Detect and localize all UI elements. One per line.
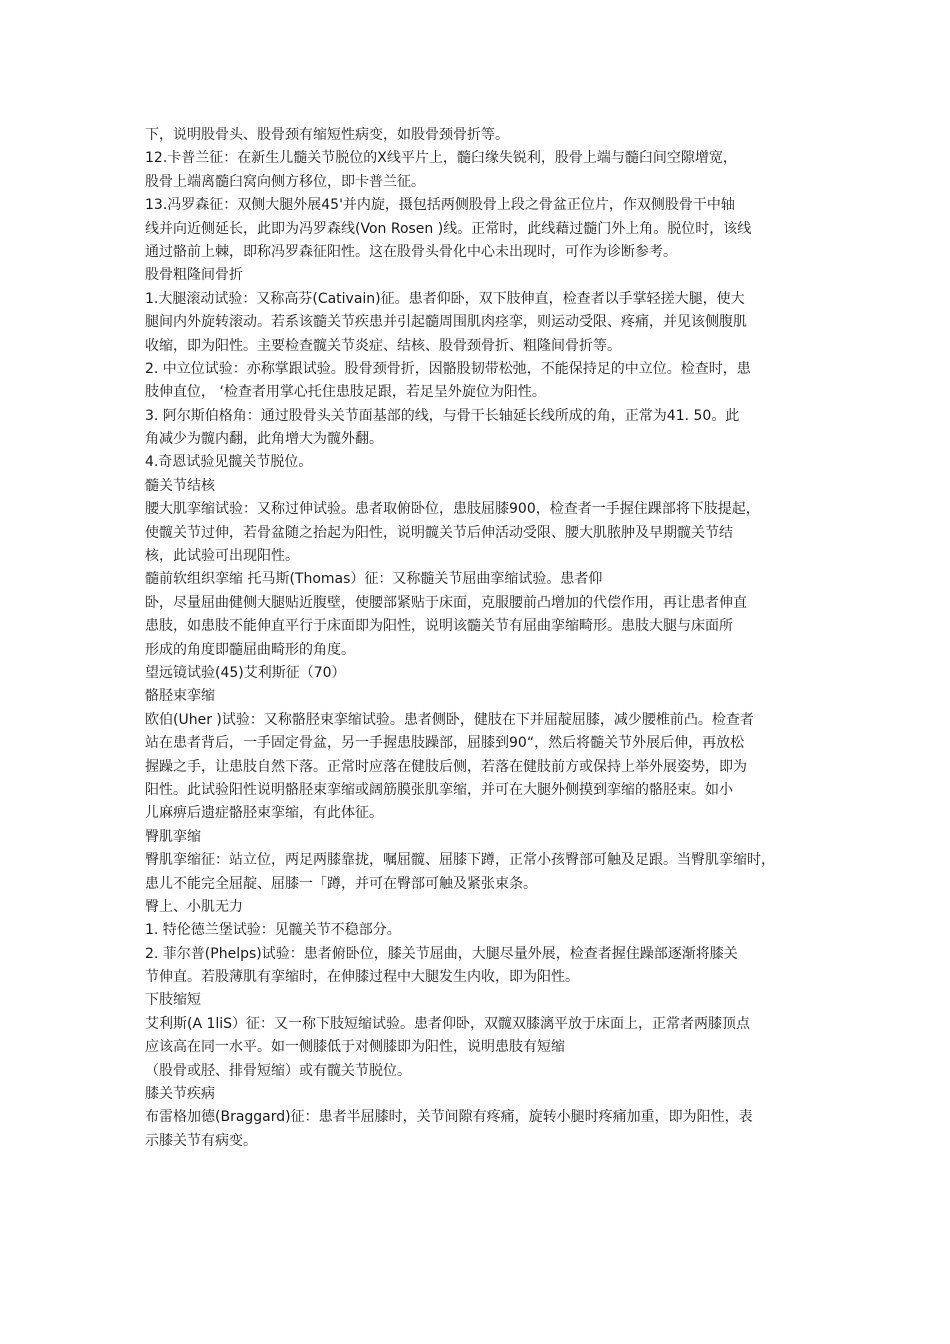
text-line: 臀上、小肌无力 [145, 898, 243, 915]
text-line: 腿间内外旋转滚动。若系该髓关节疾患并引起髓周围肌肉痉挛，则运动受限、疼痛，并见该侧腹肌 [145, 314, 747, 331]
text-line: 股骨粗隆间骨折 [145, 267, 243, 284]
text-line: 髓关节结核 [145, 477, 215, 494]
document-body [145, 124, 811, 1153]
text-line: 应该高在同一水平。如一侧膝低于对侧膝即为阳性，说明患肢有短缩 [145, 1039, 565, 1056]
text-line: 线并向近侧延长，此即为冯罗森线(Von Rosen )线。正常时，此线藉过髓门外上角。脱位时，该线 [145, 220, 752, 237]
text-line: 3. 阿尔斯伯格角：通过股骨头关节面基部的线，与骨干长轴延长线所成的角，正常为41. 50。此 [145, 407, 740, 424]
text-line: 通过骼前上棘，即称冯罗森征阳性。这在股骨头骨化中心未出现时，可作为诊断参考。 [145, 243, 677, 260]
text-line: 示膝关节有病变。 [145, 1132, 257, 1149]
text-line: 卧，尽量屈曲健侧大腿贴近腹壁，使腰部紧贴于床面，克服腰前凸增加的代偿作用，再让患者伸直 [145, 594, 747, 611]
text-line: 艾利斯(A 1liS）征：又一称下肢短缩试验。患者仰卧，双髋双膝漓平放于床面上，正常者两膝顶点 [145, 1015, 751, 1032]
text-line: 站在患者背后，一手固定骨盆，另一手握患肢躁部，屈膝到90“，然后将髓关节外展后伸，再放松 [145, 735, 745, 752]
text-line: 欧伯(Uher )试验：又称骼胫束挛缩试验。患者侧卧，健肢在下并屈靛屈膝，减少腰椎前凸。检查者 [145, 711, 754, 728]
text-line: 下肢缩短 [145, 992, 201, 1009]
text-line: 阳性。此试验阳性说明骼胫束挛缩或阔筋膜张肌挛缩，并可在大腿外侧摸到挛缩的骼胫束。如小 [145, 781, 733, 798]
text-line: 使髋关节过伸，若骨盆随之抬起为阳性，说明髋关节后伸活动受限、腰大肌脓肿及早期髋关节结 [145, 524, 733, 541]
text-line: （股骨或胫、排骨短缩）或有髋关节脱位。 [145, 1062, 411, 1079]
text-line: 患儿不能完全屈靛、屈膝一「蹲，并可在臀部可触及紧张束条。 [145, 875, 537, 892]
text-line: 布雷格加德(Braggard)征：患者半屈膝时，关节间隙有疼痛，旋转小腿时疼痛加重，即为阳性，表 [145, 1109, 753, 1126]
text-line: 臀肌挛缩征：站立位，两足两膝靠拢，嘱屈髋、屈膝下蹲，正常小孩臀部可触及足跟。当臀肌挛缩时， [145, 852, 775, 869]
text-line: 下，说明股骨头、股骨颈有缩短性病变，如股骨颈骨折等。 [145, 127, 509, 143]
text-line: 握躁之手，让患肢自然下落。正常时应落在健肢后侧，若落在健肢前方或保持上举外展姿势，即为 [145, 758, 747, 775]
text-line: 膝关节疾病 [145, 1086, 215, 1103]
text-line: 12.卡普兰征：在新生儿髓关节脱位的X线平片上，髓臼缘失锐利，股骨上端与髓臼间空隙增宽， [145, 150, 737, 167]
text-line: 核，此试验可出现阳性。 [145, 548, 299, 565]
text-line: 1.大腿滚动试验：又称高芬(Cativain)征。患者仰卧，双下肢伸直，检查者以手掌轻搓大腿，使大 [145, 290, 745, 307]
text-line: 节伸直。若股薄肌有挛缩时，在伸膝过程中大腿发生内收，即为阳性。 [145, 969, 579, 986]
text-line: 髓前软组织挛缩 托马斯(Thomas）征：又称髓关节屈曲挛缩试验。患者仰 [145, 571, 603, 588]
text-line: 儿麻痹后遗症骼胫束挛缩，有此体征。 [145, 805, 383, 822]
text-line: 13.冯罗森征：双侧大腿外展45'并内旋，摄包括两侧股骨上段之骨盆正位片，作双侧股骨干中轴 [145, 197, 735, 214]
text-line: 患肢，如患肢不能伸直平行于床面即为阳性，说明该髓关节有屈曲挛缩畸形。患肢大腿与床面所 [145, 618, 733, 635]
text-line: 骼胫束挛缩 [145, 688, 215, 705]
text-line: 4.奇恩试验见髋关节脱位。 [145, 454, 313, 471]
text-line: 角减少为髋内翻，此角增大为髋外翻。 [145, 431, 383, 448]
text-line: 股骨上端离髓臼窝向侧方移位，即卡普兰征。 [145, 173, 425, 190]
text-line: 形成的角度即髓屈曲畸形的角度。 [145, 641, 355, 658]
text-line: 臀肌挛缩 [145, 828, 201, 845]
text-line: 2. 中立位试验：亦称掌跟试验。股骨颈骨折，因骼股韧带松弛，不能保持足的中立位。检查时，患 [145, 360, 751, 377]
text-line: 腰大肌挛缩试验：又称过伸试验。患者取俯卧位，患肢屈膝900，检查者一手握住踝部将下肢提起， [145, 501, 760, 518]
text-line: 收缩，即为阳性。主要检查髋关节炎症、结核、股骨颈骨折、粗隆间骨折等。 [145, 337, 621, 354]
text-line: 1. 特伦德兰堡试验：见髋关节不稳部分。 [145, 922, 401, 939]
text-line: 望远镜试验(45)艾利斯征（70） [145, 664, 346, 681]
text-line: 2. 菲尔普(Phelps)试验：患者俯卧位，膝关节屈曲，大腿尽量外展，检查者握住躁部逐渐将膝关 [145, 945, 738, 962]
text-line: 肢伸直位， ‘检查者用掌心托住患肢足跟，若足呈外旋位为阳性。 [145, 384, 546, 401]
